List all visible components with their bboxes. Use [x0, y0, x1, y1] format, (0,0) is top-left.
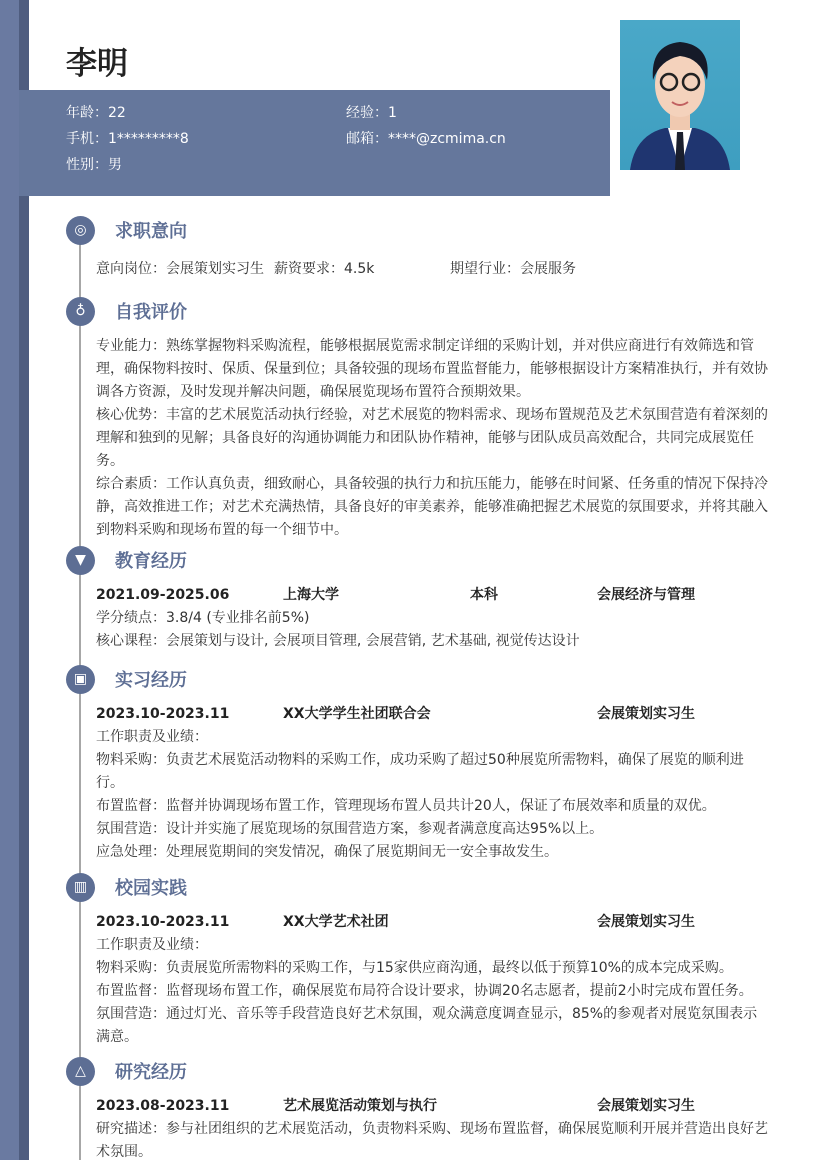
intern-line: 应急处理：处理展览期间的突发情况，确保了展览期间无一安全事故发生。: [96, 844, 558, 860]
intent-position: 意向岗位：会展策划实习生: [96, 261, 264, 277]
age: 年龄：22: [66, 105, 126, 121]
campus-line: 氛围营造：通过灯光、音乐等手段营造良好艺术氛围，观众满意度调查显示，85%的参观者对展览氛围表示满意。: [96, 1006, 758, 1045]
research-role: 会展策划实习生: [597, 1098, 695, 1114]
campus-role: 会展策划实习生: [597, 914, 695, 930]
building-icon: ▥: [66, 873, 95, 902]
self-para: 综合素质：工作认真负责，细致耐心，具备较强的执行力和抗压能力，能够在时间紧、任务重的情况下保持冷静，高效推进工作；对艺术充满热情，具备良好的审美素养，能够准确把握艺术展览的氛围要求，并将其融入到物料采购和现场布置的每一个细节中。: [96, 476, 768, 538]
self-para: 核心优势：丰富的艺术展览活动执行经验，对艺术展览的物料需求、现场布置规范及艺术氛围营造有着深刻的理解和独到的见解；具备良好的沟通协调能力和团队协作精神，能够与团队成员高效配合，共同完成展览任务。: [96, 407, 768, 469]
self-para: 专业能力：熟练掌握物料采购流程，能够根据展览需求制定详细的采购计划，并对供应商进行有效筛选和管理，确保物料按时、保质、保量到位；具备较强的现场布置监督能力，能够根据设计方案精准执行，并有效协调各方资源，及时发现并解决问题，确保展览现场布置符合预期效果。: [96, 338, 768, 400]
edu-major: 会展经济与管理: [597, 587, 695, 603]
campus-line: 布置监督：监督现场布置工作，确保展览布局符合设计要求，协调20名志愿者，提前2小时完成布置任务。: [96, 983, 753, 999]
campus-line: 物料采购：负责展览所需物料的采购工作，与15家供应商沟通，最终以低于预算10%的成本完成采购。: [96, 960, 733, 976]
edu-line: 学分绩点：3.8/4 (专业排名前5%): [96, 610, 310, 626]
intern-line: 氛围营造：设计并实施了展览现场的氛围营造方案，参观者满意度高达95%以上。: [96, 821, 604, 837]
briefcase-icon: ▣: [66, 665, 95, 694]
section-title: 校园实践: [115, 878, 187, 899]
section-title: 求职意向: [115, 221, 187, 242]
section-title: 自我评价: [115, 302, 187, 323]
edu-date: 2021.09-2025.06: [96, 587, 230, 603]
gender: 性别：男: [66, 157, 122, 173]
section-title: 实习经历: [115, 670, 187, 691]
campus-line: 工作职责及业绩：: [96, 937, 208, 953]
edu-degree: 本科: [470, 587, 498, 603]
research-line: 研究描述：参与社团组织的艺术展览活动，负责物料采购、现场布置监督，确保展览顺利开展并营造出良好艺术氛围。: [96, 1121, 768, 1160]
phone: 手机：1*********8: [66, 131, 189, 147]
candidate-name: 李明: [66, 46, 128, 82]
intent-industry: 期望行业：会展服务: [450, 261, 576, 277]
intern-role: 会展策划实习生: [597, 706, 695, 722]
target-icon: ◎: [66, 216, 95, 245]
intent-salary: 薪资要求：4.5k: [274, 261, 375, 277]
timeline-line: [79, 230, 81, 1160]
section-title: 研究经历: [115, 1062, 187, 1083]
edu-school: 上海大学: [283, 587, 339, 603]
flask-icon: △: [66, 1057, 95, 1086]
intern-date: 2023.10-2023.11: [96, 706, 230, 722]
research-date: 2023.08-2023.11: [96, 1098, 230, 1114]
research-org: 艺术展览活动策划与执行: [283, 1098, 437, 1114]
section-title: 教育经历: [115, 551, 187, 572]
side-strip: [0, 0, 19, 1160]
intern-line: 物料采购：负责艺术展览活动物料的采购工作，成功采购了超过50种展览所需物料，确保了展览的顺利进行。: [96, 752, 744, 791]
edu-line: 核心课程：会展策划与设计, 会展项目管理, 会展营销, 艺术基础, 视觉传达设计: [96, 633, 580, 649]
intern-org: XX大学学生社团联合会: [283, 706, 431, 722]
graduation-cap-icon: ▼: [66, 546, 95, 575]
experience: 经验：1: [346, 105, 397, 121]
campus-date: 2023.10-2023.11: [96, 914, 230, 930]
intern-line: 工作职责及业绩：: [96, 729, 208, 745]
campus-org: XX大学艺术社团: [283, 914, 389, 930]
email: 邮箱：****@zcmima.cn: [346, 131, 506, 147]
profile-photo: [620, 20, 740, 170]
lightbulb-icon: ♁: [66, 297, 95, 326]
intern-line: 布置监督：监督并协调现场布置工作，管理现场布置人员共计20人，保证了布展效率和质量的双优。: [96, 798, 716, 814]
